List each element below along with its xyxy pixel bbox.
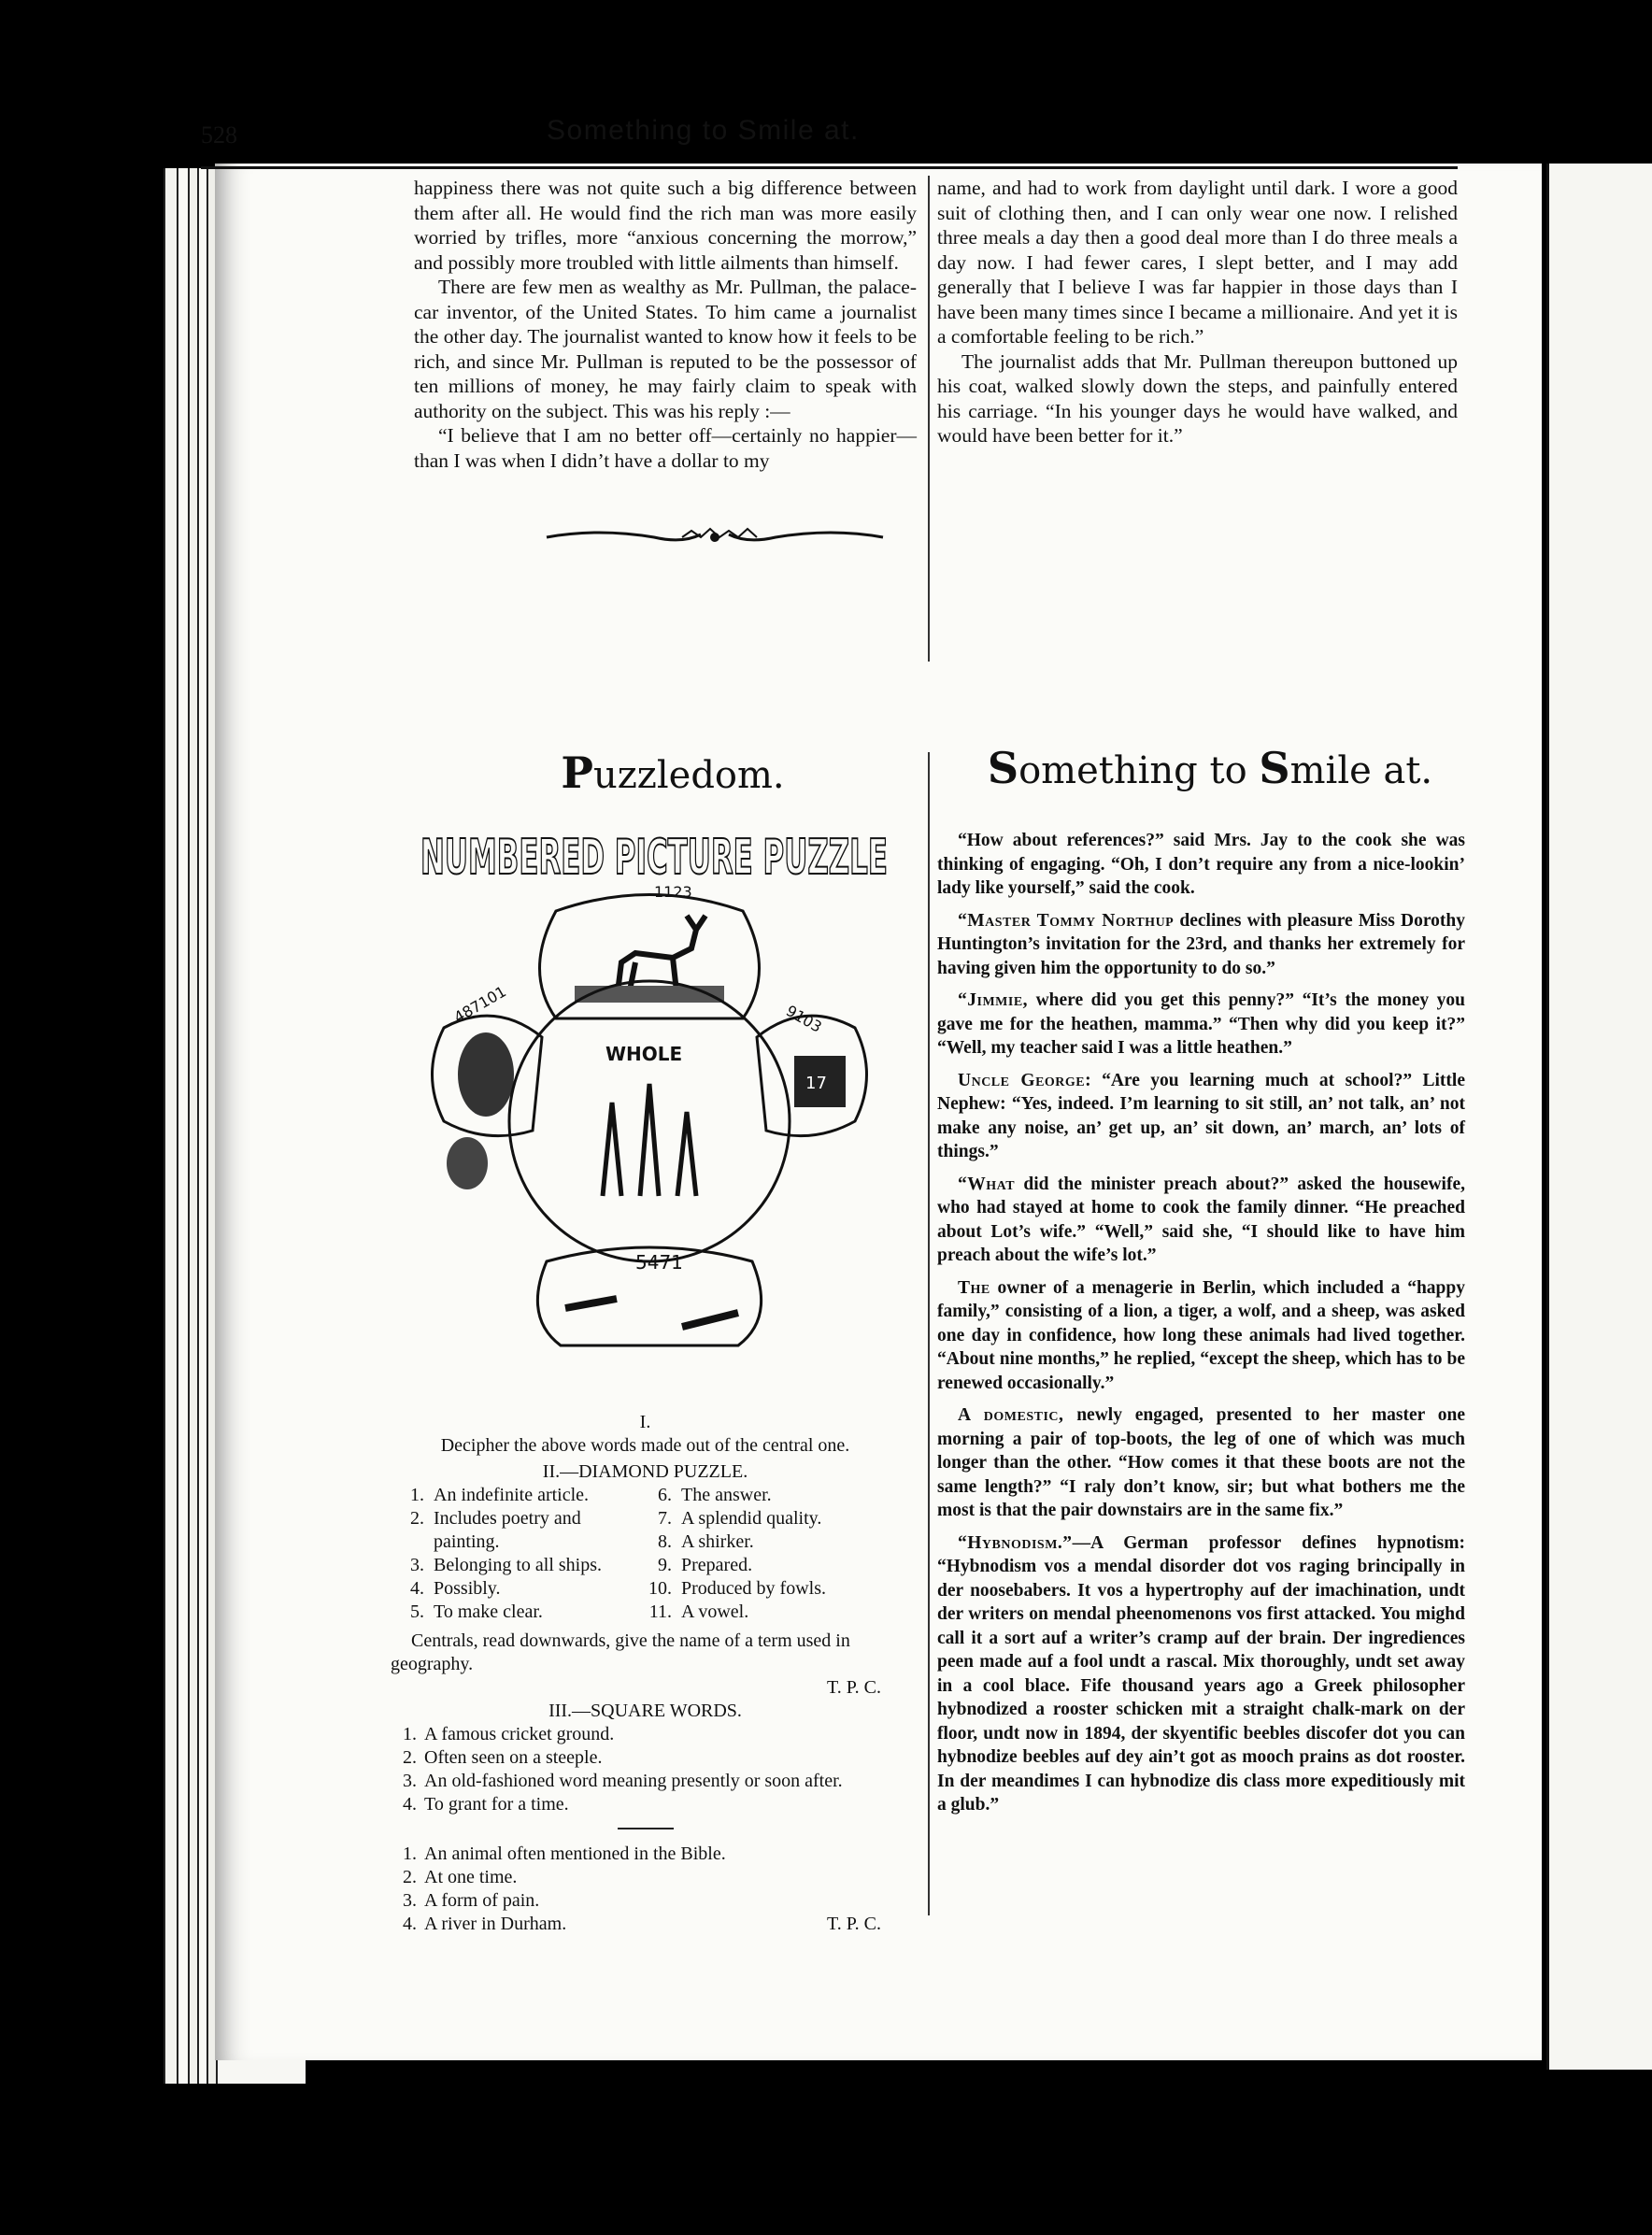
- top-right-column: [937, 176, 1458, 448]
- list-item: 5. To make clear.: [410, 1602, 543, 1622]
- box-label: 17: [805, 1074, 827, 1093]
- list-item: 1. A famous cricket ground.: [403, 1724, 615, 1744]
- list-item: 3. A form of pain.: [403, 1890, 540, 1911]
- anecdote: “What did the minister preach about?” asked the housewife, who had stayed at home to cook the family dinner. “He preached about Lot’s wife.” “Well,” said she, “I should like to have him preach about the wife’s lot.”: [937, 1174, 1465, 1265]
- list-item: 2. At one time.: [403, 1867, 518, 1887]
- anecdote: A domestic, newly engaged, presented to her master one morning a pair of top-boots, the leg of one of which was much longer than the other. “How comes it that these boots are not the same length?” “I raly don’t know, sir; but what bothers me the most is that the pair downstairs are in the same fix.”: [937, 1405, 1465, 1520]
- puzzle-heading: NUMBERED PICTURE PUZZLE: [420, 830, 888, 886]
- signature: T. P. C.: [827, 1677, 881, 1698]
- anecdote: “Hybnodism.”—A German professor defines hypnotism: “Hybnodism vos a mendal disorder dot vos raging brincipally in der noosebabers. It vos a hypertrophy auf der imachination, undt der writers on mendal pheenomenons vos first attacked. You mighd call it a sort auf a writer’s cramp auf der brain. Der ingrediences peen made auf a fool undt a rascal. Mix thoroughly, undt set away in a cool blace. Fife thousand years ago a Greek philosopher hybnodized a rooster schicken mit a straight chalk-mark on der floor, undt now in 1894, der skyentific beebles discofer dot you can hybnodize beebles auf dey ain’t got as mooch prains as dot rooster. In der meandimes I can hybnodize dis class more expeditiously mit a glub.”: [937, 1532, 1465, 1815]
- lower-column-divider: [928, 752, 930, 1915]
- anecdote: “Jimmie, where did you get this penny?” “It’s the money you gave me for the heathen, mamma.” “Then why did you keep it?” “Well, my teacher said I was a little heathen.”: [937, 990, 1465, 1058]
- list-item: 3. Belonging to all ships.: [410, 1555, 602, 1575]
- list-item: 4. To grant for a time.: [403, 1794, 569, 1815]
- number-label: 5471: [635, 1251, 683, 1274]
- number-label: 487101: [450, 982, 509, 1027]
- list-item: 2. Includes poetry and painting.: [410, 1508, 581, 1552]
- anecdote: Uncle George: “Are you learning much at school?” Little Nephew: “Yes, indeed. I’m learning to sit still, an’ not talk, an’ not make any noise, an’ get up, an’ sit down, an’ march, an’ lots of things.”: [937, 1070, 1465, 1161]
- diamond-left: [391, 1484, 638, 1624]
- running-title: Something to Smile at.: [547, 115, 860, 146]
- list-item: 1. An indefinite article.: [410, 1485, 590, 1505]
- diamond-note: Centrals, read downwards, give the name of a term used in geography.: [391, 1630, 850, 1674]
- smile-title: Something to Smile at.: [987, 743, 1433, 793]
- section-numeral: I.: [639, 1412, 651, 1432]
- anecdote: “How about references?” said Mrs. Jay to the cook she was thinking of engaging. “Oh, I don’t require any from a nice-lookin’ lady like yourself,” said the cook.: [937, 831, 1465, 898]
- list-item: 2. Often seen on a steeple.: [403, 1747, 603, 1768]
- smile-column: [937, 829, 1465, 1826]
- nut-figure: [458, 1032, 514, 1117]
- list-item: 6. The answer.: [658, 1485, 772, 1505]
- puzzle-questions: [391, 1411, 900, 1936]
- list-item: 1. An animal often mentioned in the Bible.: [403, 1844, 726, 1864]
- divider: [618, 1828, 674, 1829]
- section-ornament: [542, 523, 888, 551]
- list-item: 4. Possibly.: [410, 1578, 501, 1599]
- square-list-b: [391, 1843, 900, 1936]
- puzzledom-title: Puzzledom.: [561, 747, 785, 798]
- top-left-column: [414, 176, 917, 473]
- top-column-divider: [928, 176, 930, 662]
- list-item: 9. Prepared.: [658, 1555, 753, 1575]
- central-circle: [509, 981, 790, 1261]
- anecdote: “Master Tommy Northup declines with pleasure Miss Dorothy Huntington’s invitation for the 23rd, and thanks her extremely for having given him the opportunity to do so.”: [937, 910, 1465, 978]
- paragraph: happiness there was not quite such a big difference between them after all. He would find the rich man was more easily worried by trifles, more “anxious concerning the morrow,” and possibly more troubled with little ailments than himself.: [414, 177, 917, 274]
- anecdote: The owner of a menagerie in Berlin, which included a “happy family,” consisting of a lion, a tiger, a wolf, and a sheep, was asked one day in confidence, how long these animals had lived together. “About nine months,” he replied, “except the sheep, which has to be renewed occasionally.”: [937, 1277, 1465, 1393]
- list-item: 11. A vowel.: [648, 1602, 749, 1622]
- paragraph: “I believe that I am no better off—certainly no happier—than I was when I didn’t have a dollar to my: [414, 424, 917, 472]
- list-item: 7. A splendid quality.: [658, 1508, 822, 1529]
- hands-figure: [565, 1299, 738, 1327]
- paragraph: There are few men as wealthy as Mr. Pullman, the palace-car inventor, of the United States. To him came a journalist the other day. The journalist wanted to know how it feels to be rich, and since Mr. Pullman is reputed to be the possessor of ten millions of money, he may fairly claim to speak with authority on the subject. This was his reply :—: [414, 276, 917, 422]
- number-label: 1123: [654, 883, 692, 901]
- square-list-a: [391, 1723, 900, 1816]
- diamond-right: [638, 1484, 900, 1624]
- center-label: WHOLE: [605, 1043, 683, 1065]
- signature: T. P. C.: [827, 1914, 881, 1934]
- list-item: 3. An old-fashioned word meaning presently or soon after.: [403, 1771, 843, 1791]
- page-header: [201, 110, 1458, 166]
- list-item: 8. A shirker.: [658, 1531, 754, 1552]
- header-rule: [201, 166, 1458, 169]
- square-heading: III.—SQUARE WORDS.: [548, 1701, 742, 1721]
- numbered-picture-puzzle: [383, 822, 916, 1402]
- list-item: 10. Produced by fowls.: [648, 1578, 826, 1599]
- paragraph: The journalist adds that Mr. Pullman thereupon buttoned up his coat, walked slowly down the steps, and painfully entered his carriage. “In his younger days he would have walked, and would have been better for it.”: [937, 349, 1458, 447]
- page-number: 528: [201, 121, 237, 149]
- facing-page-edge: [1546, 164, 1652, 2070]
- instruction: Decipher the above words made out of the central one.: [440, 1435, 850, 1456]
- paragraph: name, and had to work from daylight until dark. I wore a good suit of clothing then, and I can only wear one now. I relished three meals a day then a good deal more than I do three meals a day now. I had fewer cares, I slept better, and I may add generally that I believe I was far happier in those days than I have been many times since I became a millionaire. And yet it is a comfortable feeling to be rich.”: [937, 177, 1458, 348]
- list-item: 4. A river in Durham. T. P. C.: [391, 1913, 900, 1936]
- number-label: 9103: [783, 1002, 825, 1036]
- diamond-heading: II.—DIAMOND PUZZLE.: [542, 1461, 748, 1482]
- diamond-list: [391, 1484, 900, 1624]
